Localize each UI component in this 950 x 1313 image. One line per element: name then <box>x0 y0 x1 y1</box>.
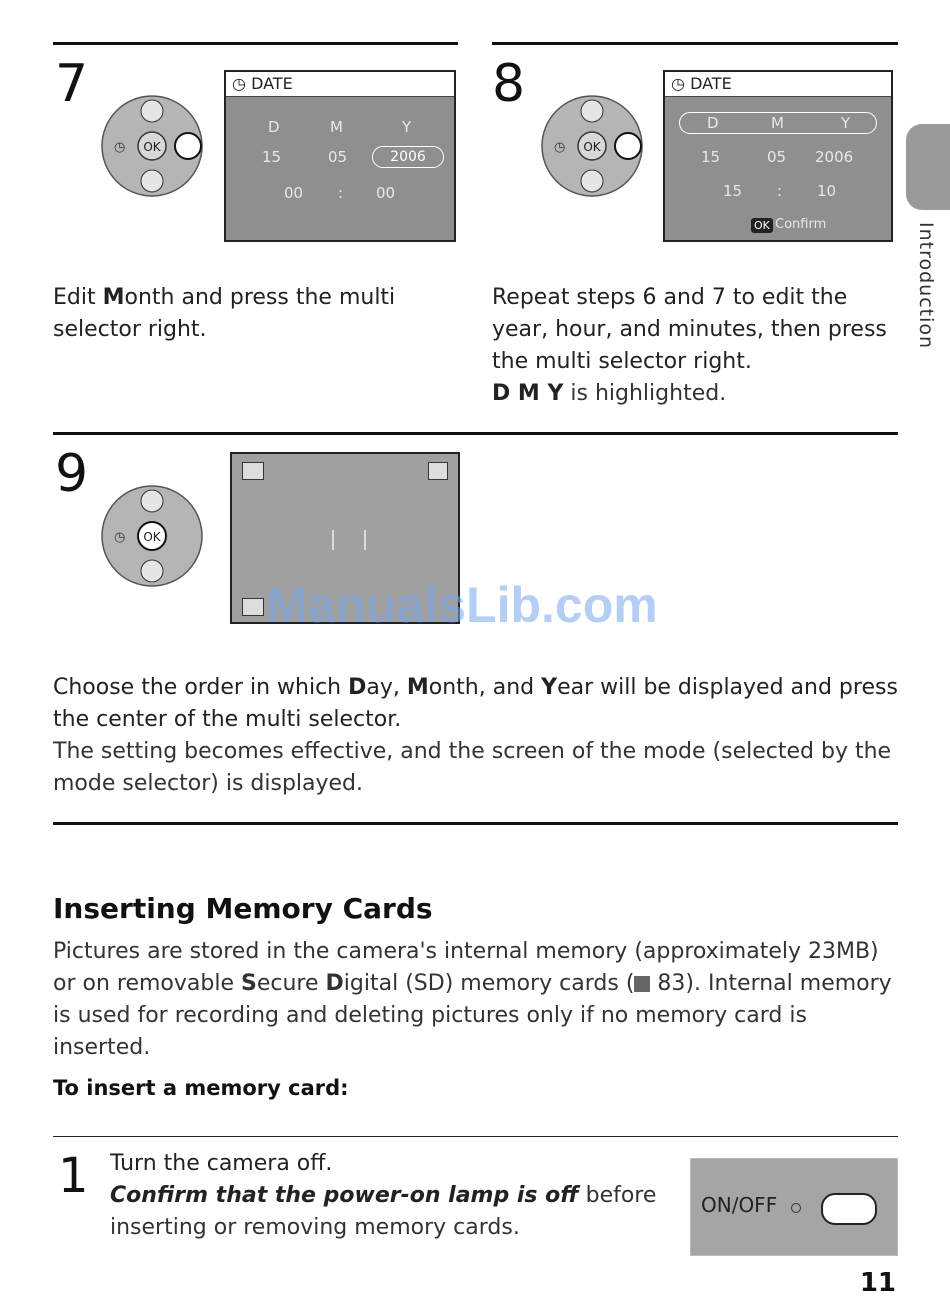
step9-a: Choose the order in which <box>53 675 349 700</box>
on-off-label: ON/OFF <box>701 1193 778 1217</box>
power-button-icon <box>821 1193 877 1225</box>
section-body-D: D <box>325 971 344 996</box>
step7-text-c: onth and press the multi selector right. <box>53 285 396 342</box>
step1-emphasis: Confirm that the power-on lamp is off <box>110 1183 579 1208</box>
step-number: 8 <box>492 54 526 114</box>
label-m: M <box>330 118 343 136</box>
step7-text-b: M <box>102 285 125 310</box>
power-switch-illustration <box>690 1158 898 1256</box>
focus-brackets-icon <box>332 530 366 550</box>
time-sep: : <box>338 184 344 202</box>
page-reference-icon <box>634 976 650 992</box>
confirm-ok-icon: OK <box>751 218 773 233</box>
step9-Y: Y <box>541 675 558 700</box>
section-heading: Inserting Memory Cards <box>53 892 433 925</box>
step1-rule <box>53 1136 898 1137</box>
step7-rule <box>53 42 458 45</box>
step9-instruction <box>53 672 898 736</box>
section-body-a: Pictures are stored in the camera's internal memory (approximately 23MB) or on removable <box>53 939 879 996</box>
step-number: 9 <box>55 444 89 504</box>
multi-selector-icon <box>100 482 210 592</box>
step-number: 1 <box>58 1148 89 1204</box>
step-number: 7 <box>55 54 89 114</box>
value-day: 15 <box>701 148 721 166</box>
section-body-d: 83). Internal memory is used for recording and deleting pictures only if no memory card is inserted. <box>53 971 892 1060</box>
memory-icon <box>428 462 448 480</box>
step8-note-bold: D M Y <box>492 381 564 406</box>
step1-rest: before inserting or removing memory cards. <box>110 1183 657 1240</box>
watermark: ManualsLib.com <box>266 577 658 633</box>
lcd-title <box>226 72 454 97</box>
value-year-selected: 2006 <box>372 146 444 168</box>
clock-icon: ◷ <box>232 74 246 93</box>
step7-text-a: Edit <box>53 285 103 310</box>
svg-text:◷: ◷ <box>554 140 566 155</box>
lcd-title-text: DATE <box>690 74 732 93</box>
time-min: 10 <box>817 182 837 200</box>
time-hour: 15 <box>723 182 743 200</box>
lcd-title-text: DATE <box>251 74 293 93</box>
multi-selector-icon <box>540 92 650 202</box>
step1-line2 <box>110 1180 670 1244</box>
value-day: 15 <box>262 148 282 166</box>
clock-icon: ◷ <box>671 74 685 93</box>
step1-line1: Turn the camera off. <box>110 1151 333 1176</box>
ok-label: OK <box>143 140 161 154</box>
ok-label: OK <box>143 530 161 544</box>
step9-D: D <box>348 675 367 700</box>
time-min: 00 <box>376 184 396 202</box>
step9-note: The setting becomes effective, and the screen of the mode (selected by the mode selector) is displayed. <box>53 739 892 796</box>
section-tab <box>906 124 950 210</box>
time-hour: 00 <box>284 184 304 202</box>
power-lamp-icon <box>791 1203 801 1213</box>
label-d: D <box>268 118 280 136</box>
svg-text:◷: ◷ <box>114 140 126 155</box>
step9-c: onth, and <box>428 675 542 700</box>
svg-text:◷: ◷ <box>114 530 126 545</box>
section-body-c: igital (SD) memory cards ( <box>343 971 635 996</box>
image-size-icon <box>242 598 264 616</box>
section-body-S: S <box>241 971 257 996</box>
step7-instruction <box>53 282 453 346</box>
ok-label: OK <box>583 140 601 154</box>
label-d: D <box>707 114 719 132</box>
value-month: 05 <box>767 148 787 166</box>
label-y: Y <box>402 118 412 136</box>
step9-M: M <box>406 675 429 700</box>
step8-instruction: Repeat steps 6 and 7 to edit the year, hour, and minutes, then press the multi selector right. <box>492 285 887 374</box>
value-month: 05 <box>328 148 348 166</box>
step8-note <box>492 378 892 410</box>
label-m: M <box>771 114 784 132</box>
date-lcd-step8 <box>663 70 893 242</box>
step9-b: ay, <box>366 675 407 700</box>
section-rule <box>53 822 898 825</box>
value-year: 2006 <box>815 148 854 166</box>
section-tab-label: Introduction <box>915 222 937 350</box>
section-body <box>53 936 898 1064</box>
step9-d: ear will be displayed and press the center of the multi selector. <box>53 675 898 732</box>
step8-note-rest: is highlighted. <box>563 381 727 406</box>
confirm-label: Confirm <box>775 217 827 232</box>
multi-selector-icon <box>100 92 210 202</box>
time-sep: : <box>777 182 783 200</box>
step8-rule <box>492 42 898 45</box>
date-lcd-step7 <box>224 70 456 242</box>
label-y: Y <box>841 114 851 132</box>
section-body-b: ecure <box>256 971 326 996</box>
lcd-title <box>665 72 891 97</box>
procedure-heading: To insert a memory card: <box>53 1076 349 1100</box>
mode-icon <box>242 462 264 480</box>
page-number: 11 <box>859 1268 896 1298</box>
step9-rule <box>53 432 898 435</box>
